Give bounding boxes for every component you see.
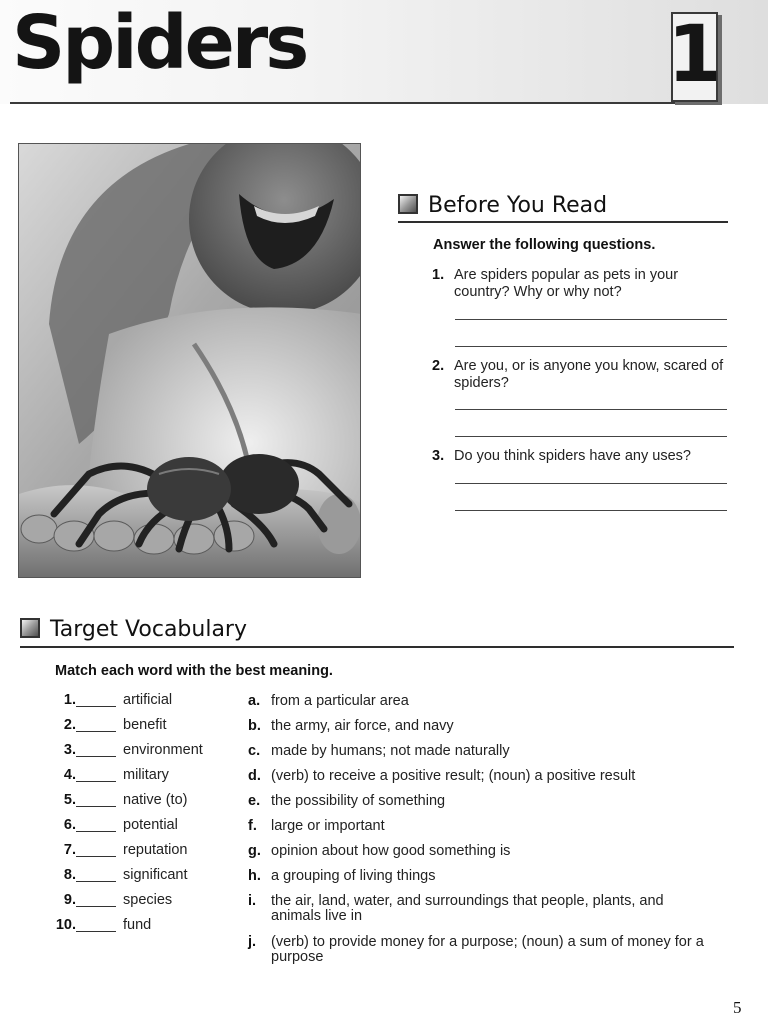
vocab-word-row	[40, 792, 240, 812]
question-text: Do you think spiders have any uses?	[454, 448, 691, 464]
definition-letter: g.	[248, 843, 261, 859]
header-rule	[10, 102, 678, 104]
vocab-word: significant	[123, 867, 188, 883]
before-you-read-rule	[398, 221, 728, 223]
word-number: 10.	[55, 917, 76, 933]
definition-letter: b.	[248, 718, 261, 734]
target-vocabulary-heading	[20, 618, 247, 641]
definition-letter: j.	[248, 934, 257, 950]
answer-blank[interactable]	[76, 781, 116, 782]
vocab-word-row	[40, 767, 240, 787]
vocab-word: benefit	[123, 717, 167, 733]
answer-line[interactable]	[455, 510, 727, 511]
definition-row	[248, 869, 738, 884]
word-number: 5.	[63, 792, 76, 808]
definition-text: the air, land, water, and surroundings that people, plants, and animals live in	[271, 893, 664, 924]
question-text: Are spiders popular as pets in your country? Why or why not?	[454, 267, 679, 300]
question-2	[432, 358, 732, 392]
answer-blank[interactable]	[76, 706, 116, 707]
vocab-word-row	[40, 742, 240, 762]
definition-row	[248, 694, 738, 709]
definition-text: the army, air force, and navy	[271, 718, 454, 734]
vocab-word-row	[40, 867, 240, 887]
vocab-word: artificial	[123, 692, 173, 708]
section-marker-icon	[20, 618, 40, 638]
word-number: 7.	[63, 842, 76, 858]
chapter-number-box	[667, 10, 722, 102]
vocab-word-row	[40, 692, 240, 712]
answer-line[interactable]	[455, 319, 727, 320]
definition-row	[248, 819, 738, 834]
word-number: 4.	[63, 767, 76, 783]
answer-blank[interactable]	[76, 756, 116, 757]
word-number: 9.	[63, 892, 76, 908]
vocab-word: potential	[123, 817, 178, 833]
vocab-word: reputation	[123, 842, 188, 858]
word-number: 2.	[63, 717, 76, 733]
definition-row	[248, 935, 738, 965]
before-you-read-heading	[398, 194, 607, 217]
definition-row	[248, 844, 738, 859]
target-vocabulary-title: Target Vocabulary	[50, 617, 248, 642]
definition-text: from a particular area	[271, 693, 409, 709]
vocab-word-row	[40, 842, 240, 862]
section-marker-icon	[398, 194, 418, 214]
question-number: 2.	[432, 358, 445, 374]
photo-illustration	[19, 144, 361, 578]
question-1	[432, 267, 732, 301]
answer-blank[interactable]	[76, 906, 116, 907]
vocab-word-row	[40, 817, 240, 837]
vocab-word: species	[123, 892, 173, 908]
definition-row	[248, 894, 738, 924]
definition-text: a grouping of living things	[271, 868, 436, 884]
definition-row	[248, 769, 738, 784]
word-number: 3.	[63, 742, 76, 758]
definition-text: the possibility of something	[271, 793, 446, 809]
definition-text: opinion about how good something is	[271, 843, 511, 859]
vocab-word-row	[40, 892, 240, 912]
definition-letter: c.	[248, 743, 261, 759]
answer-line[interactable]	[455, 346, 727, 347]
answer-blank[interactable]	[76, 931, 116, 932]
definition-text: large or important	[271, 818, 385, 834]
answer-line[interactable]	[455, 436, 727, 437]
answer-line[interactable]	[455, 483, 727, 484]
chapter-title: Spiders	[12, 0, 307, 86]
vocab-word: military	[123, 767, 169, 783]
before-you-read-title: Before You Read	[428, 193, 608, 218]
definition-letter: d.	[248, 768, 261, 784]
answer-blank[interactable]	[76, 806, 116, 807]
definition-row	[248, 719, 738, 734]
before-you-read-instruction: Answer the following questions.	[433, 237, 656, 253]
chapter-number: 1	[667, 10, 722, 100]
answer-blank[interactable]	[76, 831, 116, 832]
word-number: 6.	[63, 817, 76, 833]
definition-text: (verb) to provide money for a purpose; (noun) a sum of money for a purpose	[271, 934, 704, 965]
target-vocabulary-rule	[20, 646, 734, 648]
definition-row	[248, 794, 738, 809]
definition-letter: a.	[248, 693, 261, 709]
definition-letter: i.	[248, 893, 257, 909]
definition-letter: f.	[248, 818, 257, 834]
definition-letter: e.	[248, 793, 261, 809]
word-number: 8.	[63, 867, 76, 883]
definition-text: made by humans; not made naturally	[271, 743, 510, 759]
answer-blank[interactable]	[76, 731, 116, 732]
vocab-word-row	[40, 717, 240, 737]
vocab-word: fund	[123, 917, 152, 933]
definition-text: (verb) to receive a positive result; (noun) a positive result	[271, 768, 636, 784]
definition-letter: h.	[248, 868, 261, 884]
definition-row	[248, 744, 738, 759]
question-number: 3.	[432, 448, 445, 464]
word-number: 1.	[63, 692, 76, 708]
answer-blank[interactable]	[76, 881, 116, 882]
photo-spider-on-hands	[18, 143, 361, 578]
question-3	[432, 448, 732, 465]
answer-blank[interactable]	[76, 856, 116, 857]
target-vocabulary-instruction: Match each word with the best meaning.	[55, 663, 333, 679]
vocab-word: native (to)	[123, 792, 188, 808]
answer-line[interactable]	[455, 409, 727, 410]
question-number: 1.	[432, 267, 445, 283]
question-text: Are you, or is anyone you know, scared of spiders?	[454, 358, 724, 391]
page-number: 5	[733, 998, 742, 1017]
vocab-word: environment	[123, 742, 203, 758]
vocab-word-row	[40, 917, 240, 937]
